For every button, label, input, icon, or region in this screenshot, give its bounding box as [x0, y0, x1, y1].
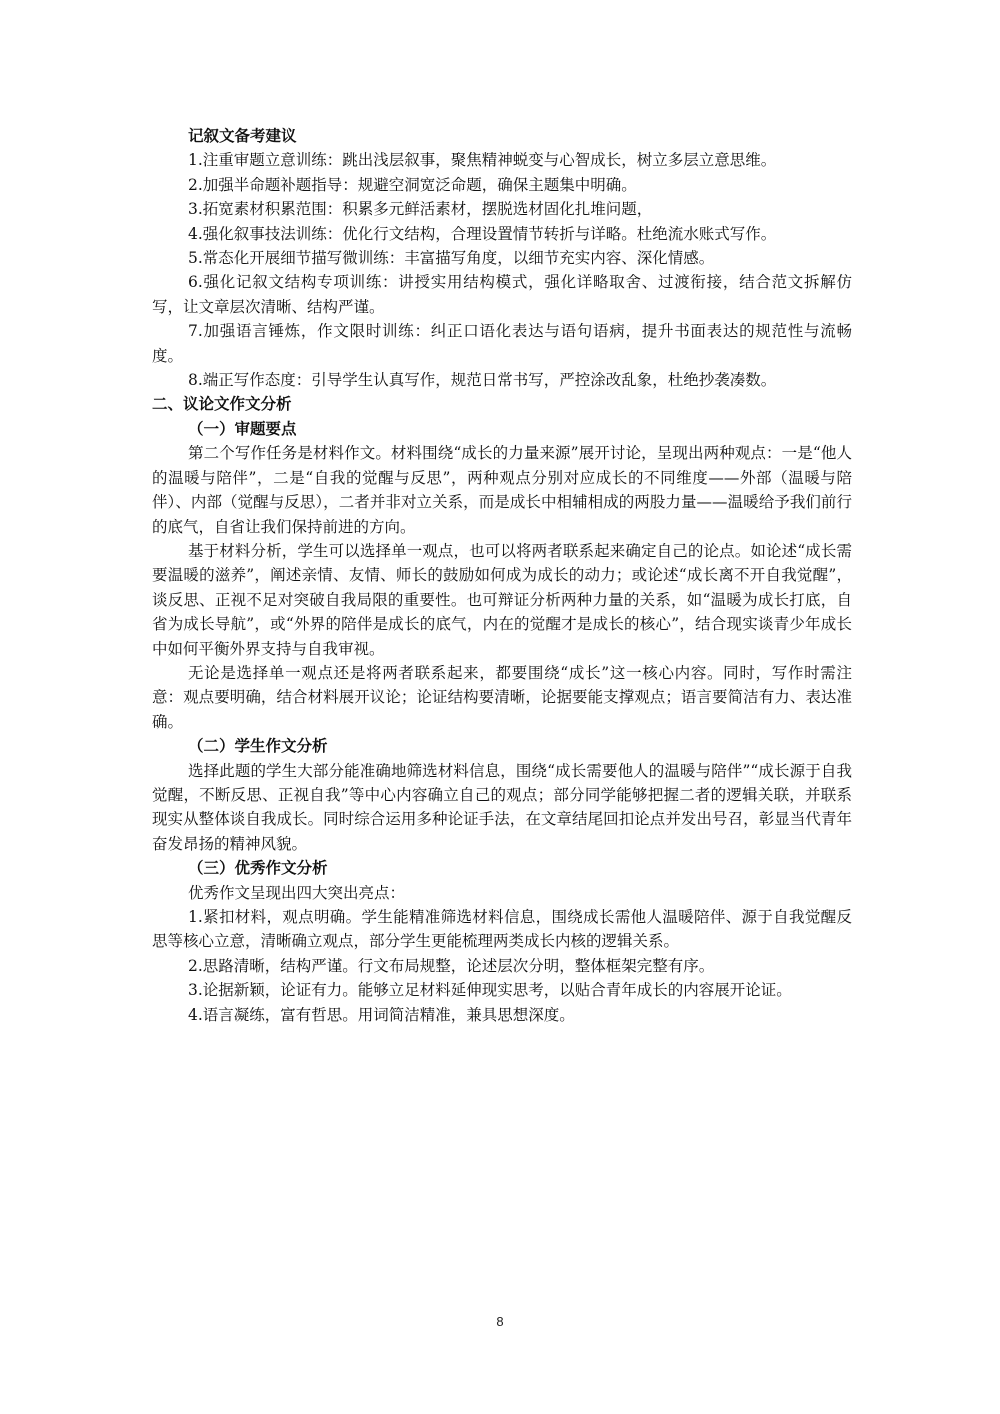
narrative-item: 3.拓宽素材积累范围：积累多元鲜活素材，摆脱选材固化扎堆问题，: [188, 200, 653, 219]
narrative-item: 8.端正写作态度：引导学生认真写作，规范日常书写，严控涂改乱象，杜绝抄袭凑数。: [188, 371, 777, 390]
body-paragraph: 基于材料分析，学生可以选择单一观点，也可以将两者联系起来确定自己的论点。如论述“成长需要温暖的滋养”，阐述亲情、友情、师长的鼓励如何成为成长的动力；或论述“成长离不开自我觉醒”，谈反思、正视不足对突破自我局限的重要性。也可辩证分析两种力量的关系，如“温暖为成长打底，自省为成长导航”，或“外界的陪伴是成长的底气，内在的觉醒才是成长的核心”，结合现实谈青少年成长中如何平衡外界支持与自我审视。: [152, 541, 852, 658]
argument-heading: 二、议论文作文分析: [152, 394, 292, 414]
excellent-item: 1.紧扣材料，观点明确。学生能精准筛选材料信息，围绕成长需他人温暖陪伴、源于自我觉醒反思等核心立意，清晰确立观点，部分学生更能梳理两类成长内核的逻辑关系。: [152, 908, 852, 951]
section-heading-student: （二）学生作文分析: [188, 736, 328, 756]
section-heading-review: （一）审题要点: [188, 418, 297, 438]
excellent-intro: 优秀作文呈现出四大突出亮点：: [188, 883, 406, 902]
excellent-item: 3.论据新颖，论证有力。能够立足材料延伸现实思考，以贴合青年成长的内容展开论证。: [188, 981, 792, 1000]
body-paragraph: 第二个写作任务是材料作文。材料围绕“成长的力量来源”展开讨论，呈现出两种观点：一是“他人的温暖与陪伴”，二是“自我的觉醒与反思”，两种观点分别对应成长的不同维度——外部（温暖与陪伴）、内部（觉醒与反思），二者并非对立关系，而是成长中相辅相成的两股力量——温暖给予我们前行的底气，自省让我们保持前进的方向。: [152, 444, 852, 536]
narrative-title: 记叙文备考建议: [188, 126, 297, 145]
narrative-item: 2.加强半命题补题指导：规避空洞宽泛命题，确保主题集中明确。: [188, 175, 637, 194]
body-paragraph: 无论是选择单一观点还是将两者联系起来，都要围绕“成长”这一核心内容。同时，写作时需注意：观点要明确，结合材料展开议论；论证结构要清晰，论据要能支撑观点；语言要简洁有力、表达准确。: [152, 663, 852, 731]
narrative-item: 5.常态化开展细节描写微训练：丰富描写角度，以细节充实内容、深化情感。: [188, 249, 715, 268]
page-number: 8: [496, 1314, 504, 1329]
excellent-item: 2.思路清晰，结构严谨。行文布局规整，论述层次分明，整体框架完整有序。: [188, 956, 715, 975]
excellent-item: 4.语言凝练，富有哲思。用词简洁精准，兼具思想深度。: [188, 1005, 575, 1024]
narrative-item: 6.强化记叙文结构专项训练：讲授实用结构模式，强化详略取舍、过渡衔接，结合范文拆解仿写，让文章层次清晰、结构严谨。: [152, 273, 852, 316]
narrative-item: 1.注重审题立意训练：跳出浅层叙事，聚焦精神蜕变与心智成长，树立多层立意思维。: [188, 151, 777, 170]
narrative-item: 7.加强语言锤炼，作文限时训练：纠正口语化表达与语句语病，提升书面表达的规范性与流畅度。: [152, 322, 852, 365]
page-content: [152, 124, 852, 1027]
narrative-item: 4.强化叙事技法训练：优化行文结构，合理设置情节转折与详略。杜绝流水账式写作。: [188, 224, 777, 243]
body-paragraph: 选择此题的学生大部分能准确地筛选材料信息，围绕“成长需要他人的温暖与陪伴”“成长源于自我觉醒，不断反思、正视自我”等中心内容确立自己的观点；部分同学能够把握二者的逻辑关联，并联系现实从整体谈自我成长。同时综合运用多种论证手法，在文章结尾回扣论点并发出号召，彰显当代青年奋发昂扬的精神风貌。: [152, 761, 852, 853]
section-heading-excellent: （三）优秀作文分析: [188, 858, 328, 878]
